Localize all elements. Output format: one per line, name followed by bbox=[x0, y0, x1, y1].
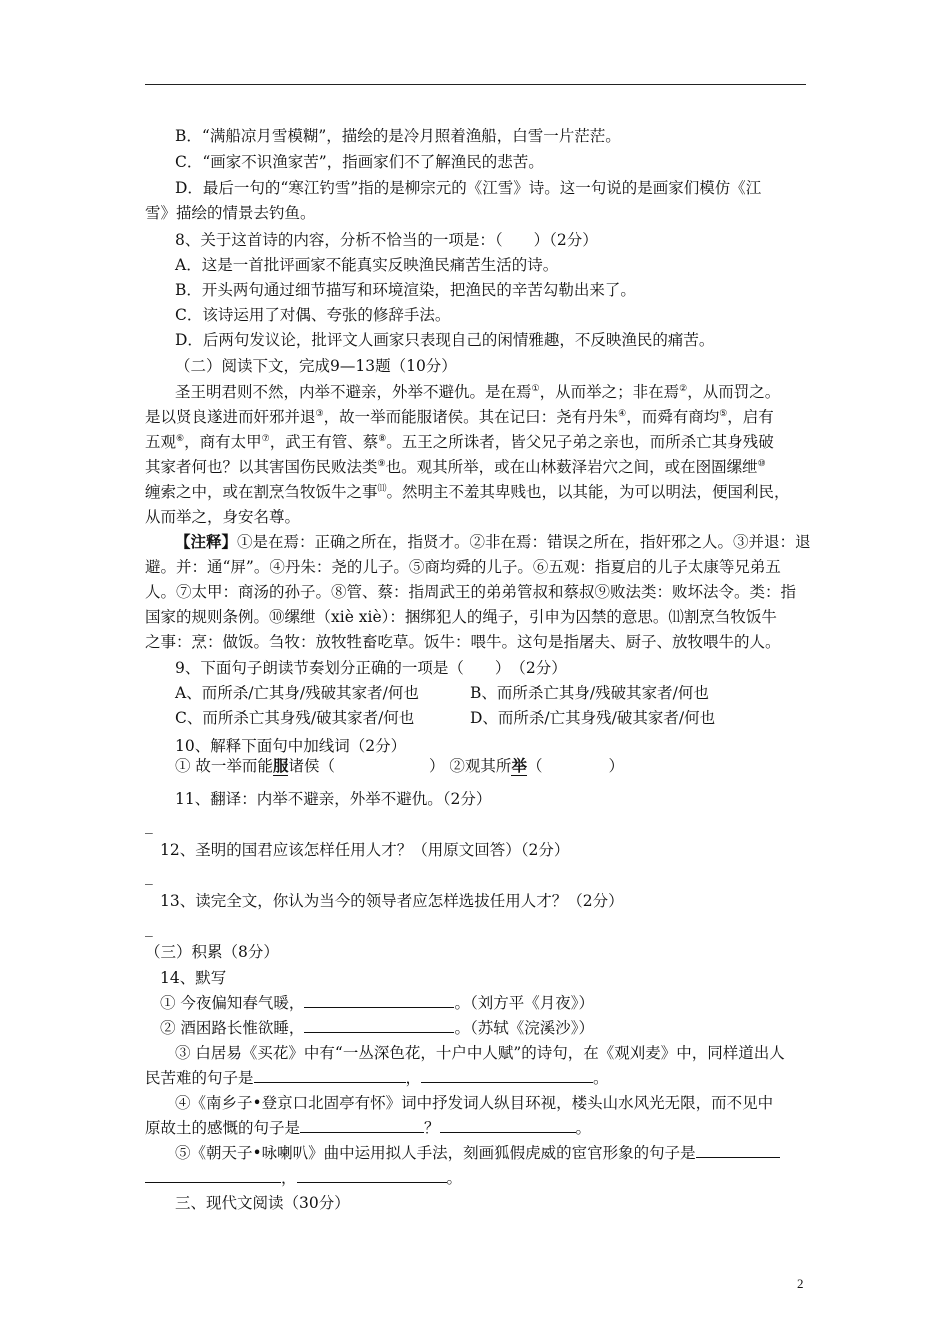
q7-option-d-line2: 雪》描绘的情景去钓鱼。 bbox=[145, 204, 316, 222]
q14-stem: 14、默写 bbox=[160, 969, 227, 987]
q8-option-b: B．开头两句通过细节描写和环境渲染，把渔民的辛苦勾勒出来了。 bbox=[175, 281, 636, 299]
q9-stem: 9、下面句子朗读节奏划分正确的一项是（ ） （2分） bbox=[175, 659, 567, 677]
fill-blank bbox=[304, 1018, 454, 1033]
q10-stem: 10、解释下面句中加线词（2分） bbox=[175, 737, 407, 755]
fill-blank bbox=[440, 1118, 576, 1133]
fill-blank bbox=[421, 1068, 593, 1083]
notes-line-5: 之事：烹：做饭。刍牧：放牧牲畜吃草。饭牛：喂牛。这句是指屠夫、厨子、放牧喂牛的人。 bbox=[145, 633, 781, 651]
q14-item-4-line2: 原故土的感慨的句子是 ？ 。 bbox=[145, 1119, 592, 1137]
fill-blank bbox=[254, 1068, 406, 1083]
q14-item-5-line1: ⑤《朝天子•咏喇叭》曲中运用拟人手法，刻画狐假虎威的宦官形象的句子是 bbox=[175, 1143, 780, 1163]
answer-line-q11: _ bbox=[145, 816, 153, 834]
notes-line-4: 国家的规则条例。⑩缧绁（xiè xiè）：捆绑犯人的绳子，引申为囚禁的意思。⑾割烹刍牧饭牛 bbox=[145, 608, 777, 626]
q14-item-1: ① 今夜偏知春气暖， 。（刘方平《月夜》） bbox=[160, 994, 594, 1012]
q14-item-2: ② 酒困路长惟欲睡， 。（苏轼《浣溪沙》） bbox=[160, 1019, 594, 1037]
notes-line-1: 【注释】①是在焉：正确之所在，指贤才。②非在焉：错误之所在，指奸邪之人。③并退：退 bbox=[175, 532, 811, 551]
passage-line-4: 其家者何也？以其害国伤民败法类⑨也。观其所举，或在山林薮泽岩穴之间，或在囹圄缧绁⑩ bbox=[145, 458, 766, 476]
q11: 11、翻译：内举不避亲，外举不避仇。（2分） bbox=[175, 790, 492, 808]
q9-option-c: C、而所杀亡其身残/破其家者/何也 bbox=[175, 709, 415, 727]
q8-stem: 8、关于这首诗的内容，分析不恰当的一项是：（ ）（2分） bbox=[175, 231, 598, 249]
q7-option-c: C．“画家不识渔家苦”，指画家们不了解渔民的悲苦。 bbox=[175, 153, 544, 171]
fill-blank bbox=[696, 1143, 780, 1158]
notes-label: 【注释】 bbox=[175, 532, 238, 551]
q14-item-3-line1: ③ 白居易《买花》中有“一丛深色花，十户中人赋”的诗句，在《观刈麦》中，同样道出人 bbox=[175, 1044, 785, 1062]
q8-option-c: C．该诗运用了对偶、夸张的修辞手法。 bbox=[175, 306, 451, 324]
part3-heading: 三、现代文阅读（30分） bbox=[175, 1194, 350, 1212]
q9-option-d: D、而所杀/亡其身残/破其家者/何也 bbox=[470, 709, 716, 727]
q10-items: ① 故一举而能服诸侯（ ） ②观其所举（ ） bbox=[175, 756, 624, 775]
q8-option-a: A．这是一首批评画家不能真实反映渔民痛苦生活的诗。 bbox=[175, 256, 559, 274]
q9-option-a: A、而所杀/亡其身/残破其家者/何也 bbox=[175, 684, 419, 702]
q8-option-d: D．后两句发议论，批评文人画家只表现自己的闲情雅趣，不反映渔民的痛苦。 bbox=[175, 331, 715, 349]
fill-blank bbox=[304, 993, 454, 1008]
passage-line-1: 圣王明君则不然，内举不避亲，外举不避仇。是在焉①，从而举之；非在焉②，从而罚之。 bbox=[175, 383, 781, 401]
notes-line-3: 人。⑦太甲：商汤的孙子。⑧管、蔡：指周武王的弟弟管叔和蔡叔⑨败法类：败坏法令。类：指 bbox=[145, 583, 797, 601]
passage-line-3: 五观⑥，商有太甲⑦，武王有管、蔡⑧。五王之所诛者，皆父兄子弟之亲也，而所杀亡其身残破 bbox=[145, 433, 774, 451]
q14-item-3-line2: 民苦难的句子是 ， 。 bbox=[145, 1069, 609, 1087]
q7-option-b: B．“满船凉月雪模糊”，描绘的是冷月照着渔船，白雪一片茫茫。 bbox=[175, 127, 621, 145]
answer-line-q12: _ bbox=[145, 867, 153, 885]
notes-line-2: 避。并：通“屏”。④丹朱：尧的儿子。⑤商均舜的儿子。⑥五观：指夏启的儿子太康等兄弟五 bbox=[145, 558, 781, 576]
fill-blank bbox=[145, 1168, 281, 1183]
q13: 13、读完全文，你认为当今的领导者应怎样选拔任用人才？（2分） bbox=[160, 892, 624, 910]
q7-option-d-line1: D．最后一句的“寒江钓雪”指的是柳宗元的《江雪》诗。这一句说的是画家们模仿《江 bbox=[175, 179, 762, 197]
q12: 12、圣明的国君应该怎样任用人才？（用原文回答）（2分） bbox=[160, 841, 570, 859]
page-number: 2 bbox=[797, 1276, 804, 1291]
fill-blank bbox=[297, 1168, 447, 1183]
answer-line-q13: _ bbox=[145, 919, 153, 937]
q14-item-4-line1: ④《南乡子•登京口北固亭有怀》词中抒发词人纵目环视，楼头山水风光无限，而不见中 bbox=[175, 1094, 774, 1112]
q10-word-1: 服 bbox=[272, 756, 289, 775]
q9-option-b: B、而所杀亡其身/残破其家者/何也 bbox=[470, 684, 709, 702]
header-rule bbox=[145, 84, 806, 85]
passage-line-6: 从而举之，身安名尊。 bbox=[145, 508, 301, 526]
section3-heading: （三）积累（8分） bbox=[145, 943, 279, 961]
q14-item-5-line2: ， 。 bbox=[145, 1168, 462, 1188]
section2-heading: （二）阅读下文，完成9—13题（10分） bbox=[175, 357, 457, 375]
passage-line-2: 是以贤良遂进而奸邪并退③，故一举而能服诸侯。其在记曰：尧有丹朱④，而舜有商均⑤，启有 bbox=[145, 408, 774, 426]
q10-word-2: 举 bbox=[511, 756, 527, 775]
passage-line-5: 缠索之中，或在割烹刍牧饭牛之事⑾。然明主不羞其卑贱也，以其能，为可以明法，便国利民， bbox=[145, 483, 790, 501]
fill-blank bbox=[300, 1118, 424, 1133]
